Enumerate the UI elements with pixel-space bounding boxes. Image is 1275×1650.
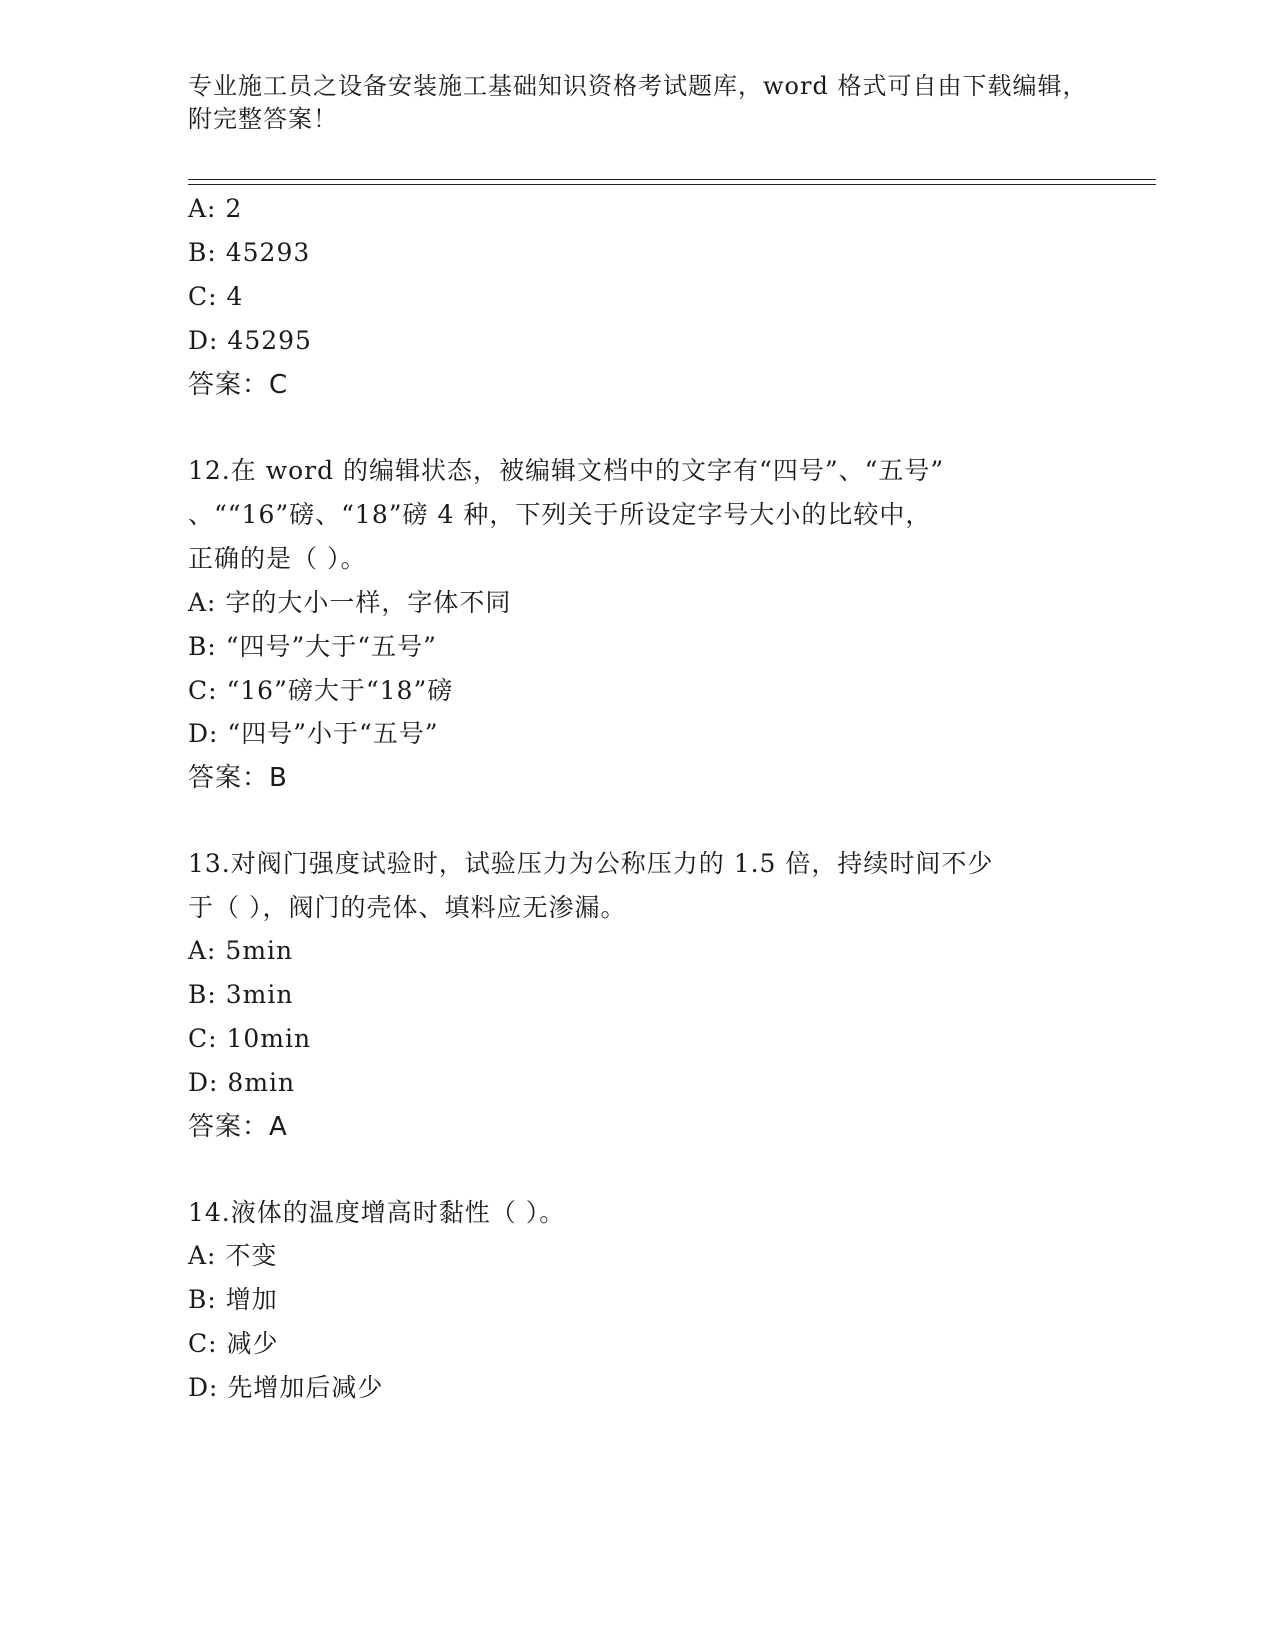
q14-stem-line-1: 14.液体的温度增高时黏性（ ）。: [188, 1198, 566, 1227]
q11-option-b: B: 45293: [188, 238, 311, 267]
q12-option-d: D: “四号”小于“五号”: [188, 719, 439, 748]
q12-stem-line-1: 12.在 word 的编辑状态，被编辑文档中的文字有“四号”、“五号”: [188, 456, 945, 485]
q13-option-a: A: 5min: [188, 936, 294, 965]
header-divider-top: [188, 179, 1156, 180]
q11-answer: 答案：C: [188, 370, 289, 400]
q13-option-d: D: 8min: [188, 1068, 296, 1097]
q12-option-c: C: “16”磅大于“18”磅: [188, 676, 454, 705]
header-line-1: 专业施工员之设备安装施工基础知识资格考试题库，word 格式可自由下载编辑，: [188, 72, 1088, 100]
q14-option-b: B: 增加: [188, 1285, 278, 1314]
q12-stem-line-3: 正确的是（ ）。: [188, 544, 367, 573]
q12-stem-line-2: 、““16”磅、“18”磅 4 种，下列关于所设定字号大小的比较中，: [188, 500, 932, 529]
q11-option-d: D: 45295: [188, 326, 312, 355]
q14-option-c: C: 减少: [188, 1329, 279, 1358]
q13-answer: 答案：A: [188, 1112, 288, 1142]
header-divider-bottom: [188, 184, 1156, 185]
q14-option-d: D: 先增加后减少: [188, 1373, 384, 1402]
q12-option-a: A: 字的大小一样，字体不同: [188, 588, 512, 617]
header-line-2: 附完整答案！: [188, 105, 338, 133]
document-header: [188, 70, 1088, 136]
q11-option-a: A: 2: [188, 194, 243, 223]
q13-option-c: C: 10min: [188, 1024, 312, 1053]
q11-option-c: C: 4: [188, 282, 244, 311]
q12-option-b: B: “四号”大于“五号”: [188, 632, 437, 661]
q13-stem-line-2: 于（ ），阀门的壳体、填料应无渗漏。: [188, 893, 627, 922]
q13-option-b: B: 3min: [188, 980, 294, 1009]
q12-answer: 答案：B: [188, 763, 288, 793]
q13-stem-line-1: 13.对阀门强度试验时，试验压力为公称压力的 1.5 倍，持续时间不少: [188, 849, 994, 878]
q14-option-a: A: 不变: [188, 1241, 278, 1270]
